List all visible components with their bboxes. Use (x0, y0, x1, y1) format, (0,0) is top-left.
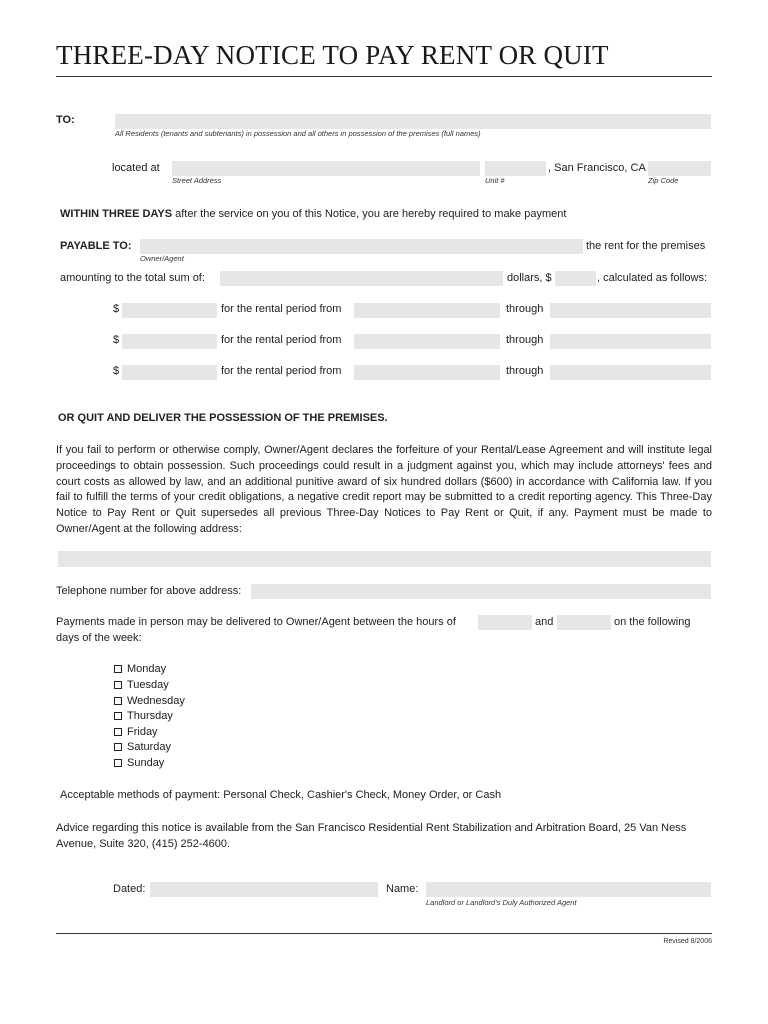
rental-row-1-from-field[interactable] (354, 303, 500, 318)
rental-row-1-period-label: for the rental period from (221, 303, 342, 315)
or-quit-heading: OR QUIT AND DELIVER THE POSSESSION OF THE PREMISES. (58, 412, 388, 424)
rental-row-2-amount-field[interactable] (122, 334, 217, 349)
rental-row-3-dollar: $ (113, 365, 120, 377)
name-label: Name: (386, 883, 419, 895)
checkbox-icon[interactable] (114, 759, 122, 767)
within-three-days-line (60, 208, 566, 220)
zip-code-caption: Zip Code (648, 176, 679, 185)
owner-agent-caption: Owner/Agent (140, 254, 184, 263)
telephone-field[interactable] (251, 584, 711, 599)
unit-caption: Unit # (485, 176, 505, 185)
name-field[interactable] (426, 882, 711, 897)
rental-row-1-through-label: through (506, 303, 544, 315)
day-sunday[interactable] (114, 757, 164, 769)
checkbox-icon[interactable] (114, 665, 122, 673)
telephone-label: Telephone number for above address: (56, 585, 242, 597)
rental-row-3-from-field[interactable] (354, 365, 500, 380)
rental-row-3-through-label: through (506, 365, 544, 377)
page-title: THREE-DAY NOTICE TO PAY RENT OR QUIT (56, 40, 609, 70)
payment-methods-text: Acceptable methods of payment: Personal Check, Cashier's Check, Money Order, or Cash (60, 789, 502, 801)
calculated-as-follows-text: , calculated as follows: (597, 272, 708, 284)
day-saturday[interactable] (114, 741, 171, 753)
checkbox-icon[interactable] (114, 712, 122, 720)
rental-row-3-through-field[interactable] (550, 365, 711, 380)
day-label: Monday (127, 663, 167, 675)
payment-address-field[interactable] (58, 551, 711, 567)
tenant-names-field[interactable] (115, 114, 711, 129)
located-at-label: located at (112, 162, 160, 174)
total-sum-amount-field[interactable] (555, 271, 596, 286)
checkbox-icon[interactable] (114, 743, 122, 751)
total-sum-label: amounting to the total sum of: (60, 272, 205, 284)
zip-code-field[interactable] (648, 161, 711, 176)
day-label: Thursday (127, 710, 173, 722)
street-address-field[interactable] (172, 161, 480, 176)
rental-row-1-amount-field[interactable] (122, 303, 217, 318)
within-three-days-bold: WITHIN THREE DAYS (60, 208, 173, 220)
day-monday[interactable] (114, 663, 166, 675)
day-label: Tuesday (127, 679, 169, 691)
title-rule (56, 76, 712, 77)
total-sum-words-field[interactable] (220, 271, 503, 286)
name-caption: Landlord or Landlord's Duly Authorized Agent (426, 898, 577, 907)
days-of-week-text: days of the week: (56, 632, 142, 644)
hours-following-text: on the following (614, 616, 691, 628)
owner-agent-field[interactable] (140, 239, 583, 254)
day-label: Friday (127, 726, 158, 738)
rental-row-2-through-label: through (506, 334, 544, 346)
rental-row-2-dollar: $ (113, 334, 120, 346)
hours-text: Payments made in person may be delivered to Owner/Agent between the hours of (56, 616, 456, 628)
rental-row-1-dollar: $ (113, 303, 120, 315)
rental-row-3-period-label: for the rental period from (221, 365, 342, 377)
footer-rule (56, 933, 712, 934)
to-label: TO: (56, 114, 75, 126)
hours-and-text: and (535, 616, 554, 628)
revised-date: Revised 8/2006 (663, 938, 712, 945)
dollars-label: dollars, $ (507, 272, 552, 284)
city-label: , San Francisco, CA (548, 162, 646, 174)
hours-from-field[interactable] (478, 615, 532, 630)
street-address-caption: Street Address (172, 176, 222, 185)
day-label: Saturday (127, 741, 172, 753)
rental-row-2-through-field[interactable] (550, 334, 711, 349)
within-three-days-text: after the service on you of this Notice, you are hereby required to make payment (175, 208, 567, 220)
day-label: Wednesday (127, 695, 185, 707)
day-thursday[interactable] (114, 710, 173, 722)
payable-to-label: PAYABLE TO: (60, 240, 132, 252)
dated-field[interactable] (150, 882, 378, 897)
rental-row-2-period-label: for the rental period from (221, 334, 342, 346)
day-label: Sunday (127, 757, 165, 769)
rental-row-1-through-field[interactable] (550, 303, 711, 318)
day-wednesday[interactable] (114, 695, 185, 707)
unit-field[interactable] (485, 161, 546, 176)
day-friday[interactable] (114, 726, 158, 738)
checkbox-icon[interactable] (114, 728, 122, 736)
rent-for-premises-text: the rent for the premises (586, 240, 706, 252)
dated-label: Dated: (113, 883, 146, 895)
checkbox-icon[interactable] (114, 681, 122, 689)
checkbox-icon[interactable] (114, 697, 122, 705)
rental-row-3-amount-field[interactable] (122, 365, 217, 380)
hours-to-field[interactable] (557, 615, 611, 630)
tenant-names-caption: All Residents (tenants and subtenants) in possession and all others in possession of the premises (full names) (115, 129, 481, 138)
rental-row-2-from-field[interactable] (354, 334, 500, 349)
advice-paragraph: Advice regarding this notice is available from the San Francisco Residential Rent Stabilization and Arbitration Board, 25 Van Ness Avenue, Suite 320, (415) 252-4600. (56, 822, 687, 850)
forfeiture-paragraph: If you fail to perform or otherwise comply, Owner/Agent declares the forfeiture of your Rental/Lease Agreement and will institute legal proceedings to obtain possession. Such proceedings could result in a judgment against you, which may include attorneys' fees and court costs as allowed by law, and an additional punitive award of six hundred dollars ($600) in accordance with California law. If you fail to fulfill the terms of your credit obligations, a negative credit report may be submitted to a credit reporting agency. This Three-Day Notice to Pay Rent or Quit supersedes all previous Three-Day Notices to Pay Rent or Quit, if any. Payment must be made to Owner/Agent at the following address: (56, 444, 712, 535)
day-tuesday[interactable] (114, 679, 169, 691)
